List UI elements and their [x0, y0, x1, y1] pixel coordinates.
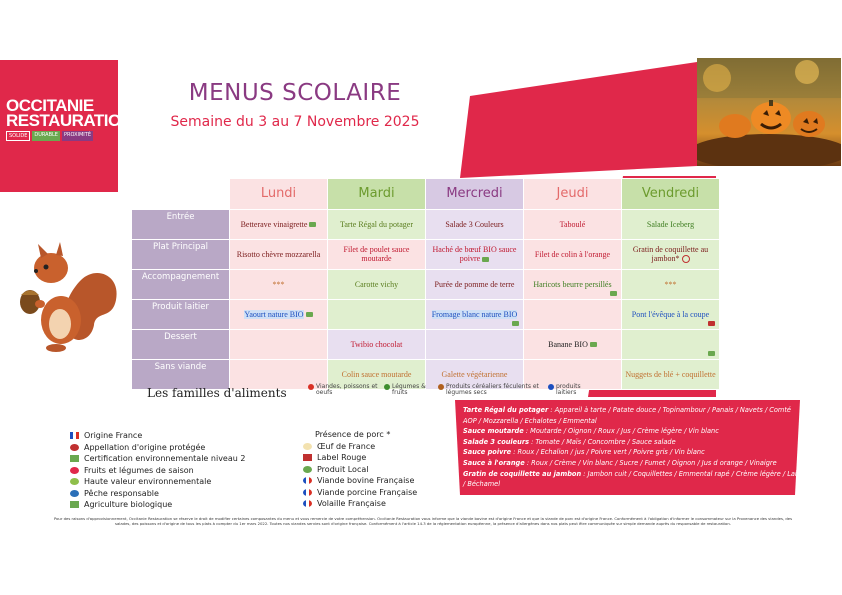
menu-cell — [622, 329, 720, 359]
local-icon — [303, 466, 312, 473]
table-row — [132, 329, 720, 359]
legend-label: Agriculture biologique — [84, 500, 173, 509]
family-item — [548, 384, 593, 396]
menu-cell — [524, 329, 622, 359]
season-icon — [70, 467, 79, 474]
egg-icon — [303, 443, 312, 450]
hve2-icon — [70, 455, 79, 462]
legend-label: Origine France — [84, 431, 143, 440]
menu-cell: Taboulé — [524, 209, 622, 239]
legend-item — [70, 499, 245, 511]
label-icon — [306, 312, 313, 317]
pumpkins-photo — [697, 58, 841, 166]
recipe-detail: : Moutarde / Oignon / Roux / Jus / Crème légère / Vin blanc — [523, 427, 719, 436]
label-icon — [708, 351, 715, 356]
family-item — [308, 384, 378, 396]
aop-icon — [70, 444, 79, 451]
family-item — [438, 384, 548, 396]
family-label: Légumes & fruits — [392, 383, 426, 396]
family-label: produits laitiers — [556, 383, 581, 396]
legend-label: Appellation d'origine protégée — [84, 442, 206, 452]
menu-cell: Colin sauce moutarde — [328, 359, 426, 389]
menu-cell — [230, 299, 328, 329]
legend-label: Haute valeur environnementale — [84, 477, 212, 486]
table-corner — [132, 179, 230, 210]
dish-text: Haché de bœuf BIO sauce poivre — [432, 245, 517, 263]
dish-text: Pont l'évêque à la coupe — [631, 309, 710, 319]
menu-cell: Galette végétarienne — [426, 359, 524, 389]
legend-label: Viande porcine Française — [317, 487, 418, 497]
day-header-vendredi: Vendredi — [622, 179, 720, 210]
menu-cell — [524, 299, 622, 329]
table-row — [132, 299, 720, 329]
menu-cell: Filet de poulet sauce moutarde — [328, 239, 426, 269]
recipe-detail: : Roux / Crème / Vin blanc / Sucre / Fumet / Oignon / Jus d orange / Vinaigre — [524, 458, 777, 467]
menu-cell: Carotte vichy — [328, 269, 426, 299]
recipe-detail: : Tomate / Maïs / Concombre / Sauce salade — [529, 437, 676, 446]
day-header-lundi: Lundi — [230, 179, 328, 210]
row-label-sans-viande: Sans viande — [132, 359, 230, 389]
recipe-line — [463, 438, 676, 446]
meat-dot-icon — [308, 384, 314, 390]
hve-icon — [70, 478, 79, 485]
footnote: Pour des raisons d'approvisionnement, Occitanie Restauration se réserve le droit de modifier certaines composantes du menu et vous remercie de votre compréhension. Occitanie Restauration vous informe que la viande bovine est d'origine France et que la viande de porc est d'origine France. Conformément à l'obligation d'informer le consommateur sur la Provenance des viandes, des salades, des poissons et d'origine de tous les plats à compter du 1er mars 2022. Toutes nos viandes servies sont d'origine française. Conformément à l'article 14.3 de la réglementation européenne, la présence d'allergènes dans nos plats peut être communiquée sur simple demande auprès du responsable de restauration. — [53, 516, 793, 526]
flag-icon — [70, 432, 79, 439]
dish-text: Gratin de coquillette au jambon* — [632, 244, 709, 263]
legend-item — [303, 475, 417, 487]
legend-item — [303, 452, 417, 464]
legend-item — [303, 464, 417, 476]
page-subtitle: Semaine du 3 au 7 Novembre 2025 — [170, 114, 420, 130]
dairy-dot-icon — [548, 384, 554, 390]
recipe-name: Salade 3 couleurs — [463, 437, 530, 446]
legend-label: Label Rouge — [317, 453, 367, 462]
menu-cell: Risotto chèvre mozzarella — [230, 239, 328, 269]
logo-line-1: OCCITANIE — [6, 96, 94, 115]
legend-item — [303, 498, 417, 510]
pumpkins-illustration — [697, 58, 841, 166]
pork-icon — [303, 489, 312, 496]
vegetable-dot-icon — [384, 384, 390, 390]
row-label-produit-laitier: Produit laitier — [132, 299, 230, 329]
dish-text: Fromage blanc nature BIO — [431, 309, 518, 319]
recipe-line — [463, 448, 705, 456]
family-label: Viandes, poissons et oeufs — [316, 383, 378, 396]
fish-icon — [70, 490, 79, 497]
legend-item — [303, 487, 417, 499]
legend-item — [70, 465, 245, 477]
recipe-line — [463, 459, 777, 467]
menu-cell — [426, 299, 524, 329]
legend-label: Œuf de France — [317, 441, 376, 451]
row-label-dessert: Dessert — [132, 329, 230, 359]
menu-cell — [230, 209, 328, 239]
menu-cell — [524, 269, 622, 299]
recipe-detail: : Appareil à tarte / Patate douce / Topinambour / Panais / Navets / Comté AOP / Mozzarella / Echalotes / Emmental — [463, 406, 791, 425]
menu-cell: Salade 3 Couleurs — [426, 209, 524, 239]
table-row — [132, 209, 720, 239]
menu-cell: Filet de colin à l'orange — [524, 239, 622, 269]
day-header-mercredi: Mercredi — [426, 179, 524, 210]
legend-labels-2 — [303, 429, 417, 510]
page-title: MENUS SCOLAIRE — [188, 80, 402, 106]
row-label-accompagnement: Accompagnement — [132, 269, 230, 299]
family-label: Produits céréaliers féculents et légumes secs — [446, 383, 539, 396]
legend-item — [70, 430, 245, 442]
aop-icon — [708, 321, 715, 326]
menu-table — [131, 178, 720, 390]
menu-cell — [426, 239, 524, 269]
menu-cell: Salade Iceberg — [622, 209, 720, 239]
legend-heading: Présence de porc * — [315, 430, 391, 439]
families-title: Les familles d'aliments — [147, 386, 287, 400]
beef-icon — [303, 477, 312, 484]
menu-cell — [622, 299, 720, 329]
cereal-dot-icon — [438, 384, 444, 390]
table-row — [132, 269, 720, 299]
dish-text: Yaourt nature BIO — [244, 309, 304, 319]
logo-line-2: RESTAURATION — [6, 111, 133, 130]
label-icon — [590, 342, 597, 347]
family-item — [384, 384, 439, 396]
logo-tag-1: SOLIDE — [6, 131, 30, 141]
menu-cell: Nuggets de blé + coquillette — [622, 359, 720, 389]
legend-label: Produit Local — [317, 464, 369, 474]
label-icon — [610, 291, 617, 296]
menu-cell — [230, 329, 328, 359]
menu-cell — [622, 239, 720, 269]
menu-cell: *** — [622, 269, 720, 299]
squirrel-illustration — [16, 240, 126, 358]
legend-item — [70, 453, 245, 465]
legend-item — [70, 442, 245, 454]
menu-cell: *** — [230, 269, 328, 299]
logo-tag-3: PROXIMITÉ — [62, 131, 93, 141]
label-icon — [512, 321, 519, 326]
legend-label: Pêche responsable — [84, 488, 159, 498]
recipe-name: Sauce à l'orange — [463, 458, 525, 467]
recipe-detail: : Jambon cuit / Coquillettes / Emmental rapé / Crème légère / Lait / Béchamel — [463, 469, 800, 489]
recipe-line — [463, 427, 719, 435]
legend-label: Volaille Française — [317, 499, 386, 508]
recipe-detail: : Roux / Echalion / jus / Poivre vert / Poivre gris / Vin blanc — [511, 448, 705, 457]
dish-text: Banane BIO — [548, 339, 588, 349]
recipe-name: Sauce poivre — [463, 448, 512, 457]
label-rouge-icon — [303, 454, 312, 461]
recipe-line — [463, 470, 799, 489]
row-label-entree: Entrée — [132, 209, 230, 239]
dish-text: Betterave vinaigrette — [240, 219, 308, 229]
recipe-line — [463, 406, 791, 425]
legend-labels — [70, 430, 245, 511]
pork-icon — [682, 255, 690, 263]
legend-item — [70, 488, 245, 500]
label-icon — [309, 222, 316, 227]
row-label-plat: Plat Principal — [132, 239, 230, 269]
recipe-name: Gratin de coquillette au jambon — [463, 469, 582, 478]
legend-label: Viande bovine Française — [317, 476, 415, 485]
menu-cell: Twibio chocolat — [328, 329, 426, 359]
menu-cell — [426, 329, 524, 359]
legend-item — [70, 476, 245, 488]
menu-cell: Tarte Régal du potager — [328, 209, 426, 239]
legend-label: Certification environnementale niveau 2 — [84, 454, 246, 463]
legend-item — [303, 441, 417, 453]
day-header-mardi: Mardi — [328, 179, 426, 210]
logo-tag-2: DURABLE — [32, 131, 60, 141]
table-row — [132, 239, 720, 269]
label-icon — [482, 257, 489, 262]
ab-icon — [70, 501, 79, 508]
menu-cell: Purée de pomme de terre — [426, 269, 524, 299]
dish-text: Haricots beurre persillés — [533, 279, 612, 289]
recipe-name: Sauce moutarde — [463, 427, 524, 436]
recipe-name: Tarte Régal du potager — [463, 406, 549, 414]
menu-cell — [328, 299, 426, 329]
poultry-icon — [303, 500, 312, 507]
day-header-jeudi: Jeudi — [524, 179, 622, 210]
recipe-details — [463, 405, 803, 490]
brand-logo — [6, 96, 133, 141]
legend-label: Fruits et légumes de saison — [84, 465, 194, 475]
